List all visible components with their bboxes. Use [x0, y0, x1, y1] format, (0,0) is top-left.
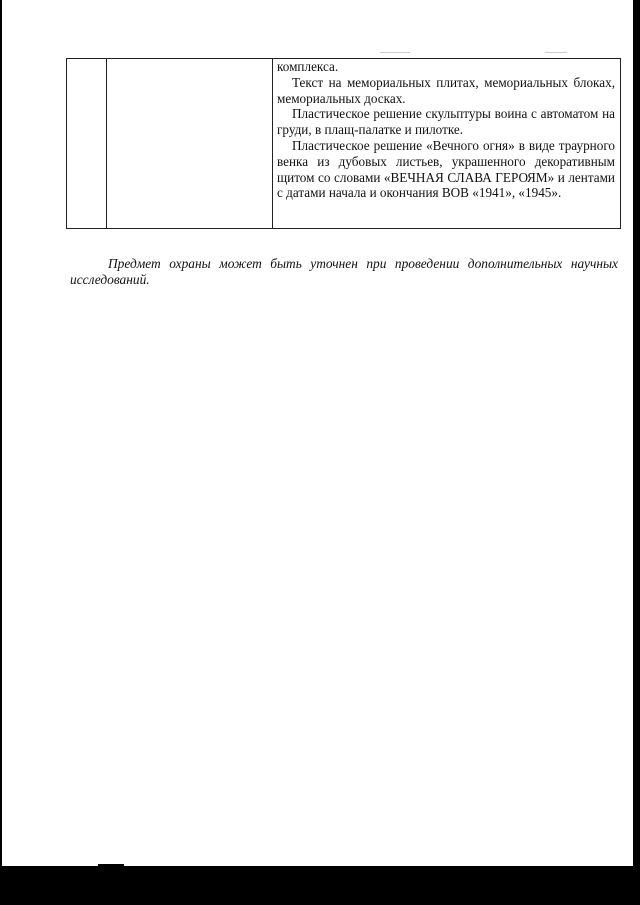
scan-artifact	[380, 52, 410, 53]
table-right-border	[620, 58, 621, 229]
table-cell-paragraph: комплекса.	[277, 59, 339, 74]
scan-border-left	[0, 0, 2, 866]
scan-border-right	[633, 0, 640, 905]
table-bottom-border	[66, 228, 621, 229]
table-cell-description	[277, 59, 615, 201]
scan-border-bottom	[0, 866, 640, 905]
footnote-remark: Предмет охраны может быть уточнен при проведении дополнительных научных исследований.	[70, 256, 618, 288]
table-cell-paragraph: Текст на мемориальных плитах, мемориальных блоках, мемориальных досках.	[277, 74, 615, 106]
scan-artifact	[545, 52, 567, 53]
table-cell-paragraph: Пластическое решение скульптуры воина с автоматом на груди, в плащ-палатке и пилотке.	[277, 106, 615, 138]
table-column-divider	[106, 58, 107, 229]
table-left-border	[66, 58, 67, 229]
protection-subject-table	[66, 58, 621, 229]
table-cell-paragraph: Пластическое решение «Вечного огня» в виде траурного венка из дубовых листьев, украшенного декоративным щитом со словами «ВЕЧНАЯ СЛАВА ГЕРОЯМ» и лентами с датами начала и окончания ВОВ «1941», «1945».	[277, 137, 615, 201]
table-column-divider	[272, 58, 273, 229]
scan-artifact	[98, 864, 124, 867]
